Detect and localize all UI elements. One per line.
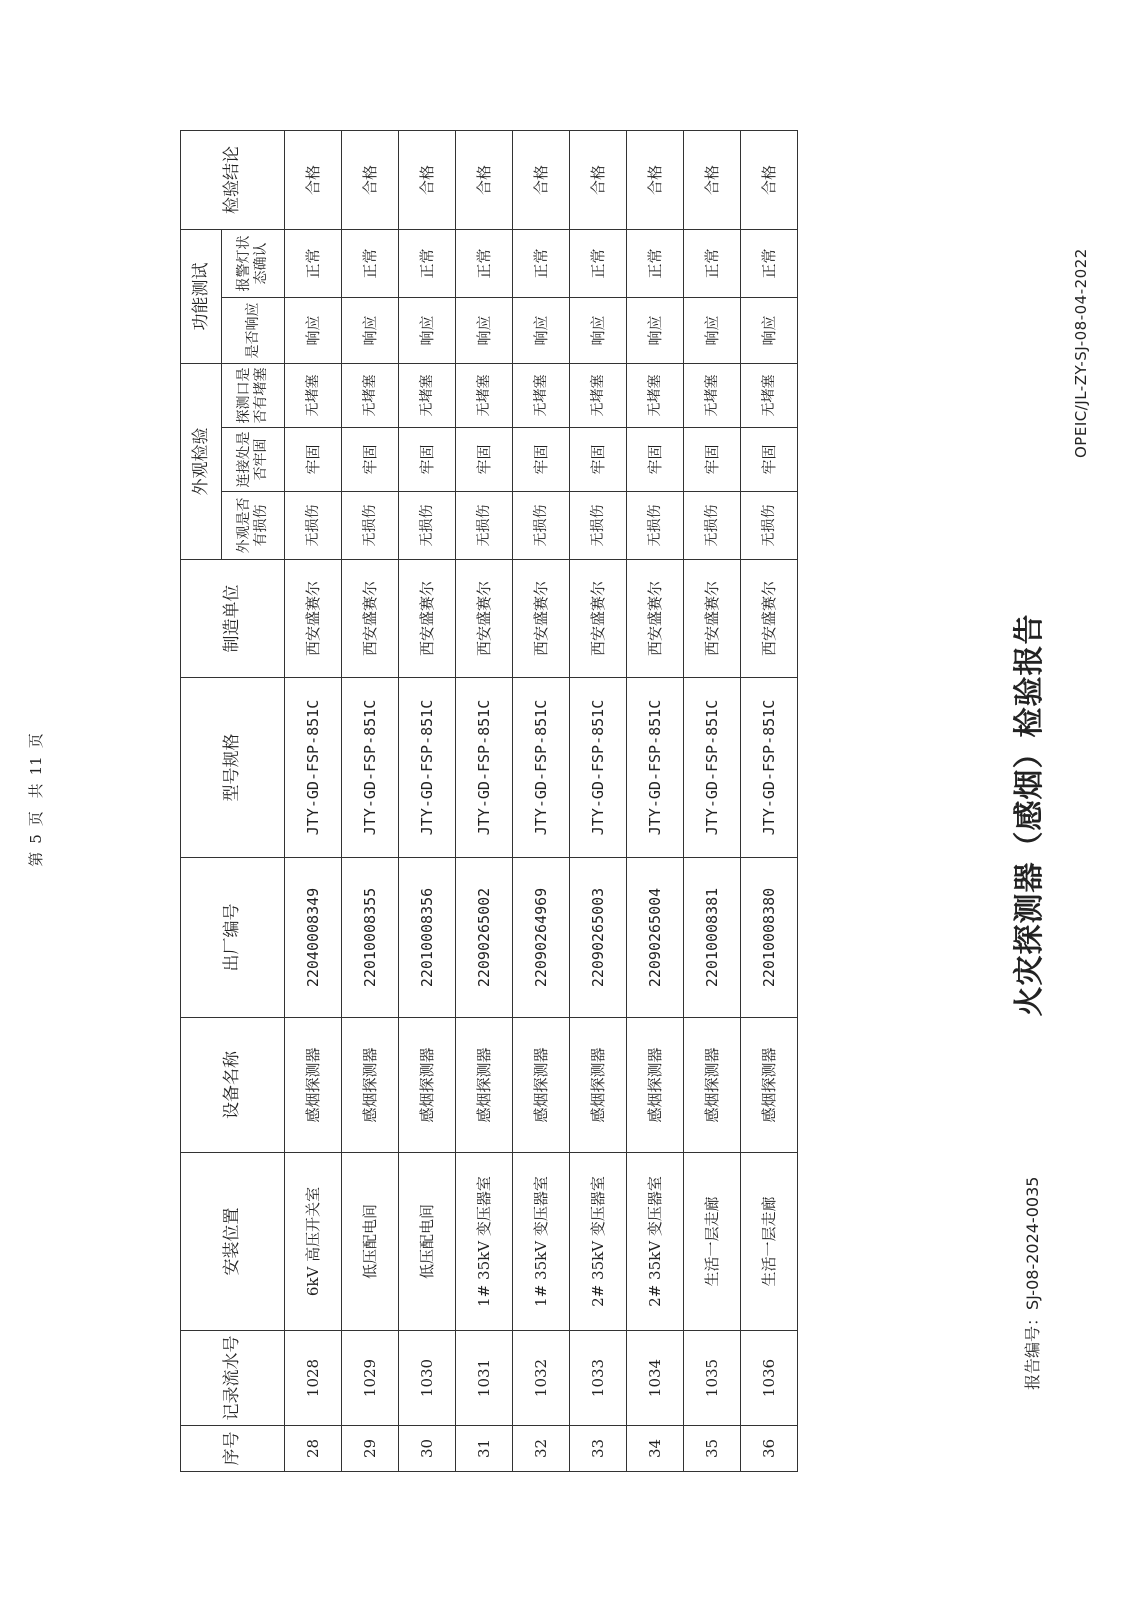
- cell-seq: 31: [456, 1426, 513, 1472]
- cell-record: 1034: [627, 1331, 684, 1426]
- cell-connection-firm: 牢固: [342, 428, 399, 492]
- page-footer: [25, 680, 46, 920]
- footer-total-number: 11: [27, 756, 45, 776]
- cell-appearance-damage: 无损伤: [741, 492, 798, 560]
- cell-location: 6kV 高压开关室: [285, 1153, 342, 1331]
- cell-connection-firm: 牢固: [456, 428, 513, 492]
- cell-response: 响应: [285, 297, 342, 363]
- report-number: 报告编号：SJ-08-2024-0035: [1023, 1176, 1042, 1390]
- cell-connection-firm: 牢固: [570, 428, 627, 492]
- cell-connection-firm: 牢固: [741, 428, 798, 492]
- footer-total-word: 页: [27, 733, 45, 749]
- cell-appearance-damage: 无损伤: [627, 492, 684, 560]
- cell-model: JTY-GD-FSP-851C: [342, 678, 399, 858]
- table-row: [684, 130, 741, 1471]
- cell-record: 1029: [342, 1331, 399, 1426]
- cell-serial: 22090265004: [627, 858, 684, 1018]
- cell-model: JTY-GD-FSP-851C: [684, 678, 741, 858]
- cell-device: 感烟探测器: [570, 1018, 627, 1153]
- cell-location: 2# 35kV 变压器室: [570, 1153, 627, 1331]
- footer-total-prefix: 共: [27, 783, 45, 799]
- cell-conclusion: 合格: [741, 130, 798, 229]
- header-alarm-light: 报警灯状态确认: [222, 229, 285, 297]
- cell-seq: 36: [741, 1426, 798, 1472]
- header-model: 型号规格: [181, 678, 285, 858]
- cell-alarm-light: 正常: [285, 229, 342, 297]
- cell-response: 响应: [513, 297, 570, 363]
- cell-port-blocked: 无堵塞: [684, 363, 741, 427]
- cell-alarm-light: 正常: [570, 229, 627, 297]
- cell-port-blocked: 无堵塞: [741, 363, 798, 427]
- cell-response: 响应: [741, 297, 798, 363]
- cell-device: 感烟探测器: [513, 1018, 570, 1153]
- cell-connection-firm: 牢固: [684, 428, 741, 492]
- cell-seq: 34: [627, 1426, 684, 1472]
- cell-device: 感烟探测器: [399, 1018, 456, 1153]
- cell-appearance-damage: 无损伤: [684, 492, 741, 560]
- cell-seq: 29: [342, 1426, 399, 1472]
- table-row: [741, 130, 798, 1471]
- cell-maker: 西安盛赛尔: [285, 560, 342, 678]
- cell-device: 感烟探测器: [627, 1018, 684, 1153]
- cell-port-blocked: 无堵塞: [456, 363, 513, 427]
- cell-serial: 22090265002: [456, 858, 513, 1018]
- cell-model: JTY-GD-FSP-851C: [513, 678, 570, 858]
- cell-serial: 22010008381: [684, 858, 741, 1018]
- table-row: [342, 130, 399, 1471]
- cell-appearance-damage: 无损伤: [399, 492, 456, 560]
- cell-maker: 西安盛赛尔: [627, 560, 684, 678]
- header-location: 安装位置: [181, 1153, 285, 1331]
- table-row: [456, 130, 513, 1471]
- cell-location: 低压配电间: [342, 1153, 399, 1331]
- cell-serial: 22010008380: [741, 858, 798, 1018]
- header-record-no: 记录流水号: [181, 1331, 285, 1426]
- header-port-blocked: 探测口是否有堵塞: [222, 363, 285, 427]
- cell-alarm-light: 正常: [399, 229, 456, 297]
- header-appearance-damage: 外观是否有损伤: [222, 492, 285, 560]
- table-row: [285, 130, 342, 1471]
- cell-model: JTY-GD-FSP-851C: [741, 678, 798, 858]
- table-row: [627, 130, 684, 1471]
- header-seq: 序号: [181, 1426, 285, 1472]
- cell-alarm-light: 正常: [741, 229, 798, 297]
- cell-response: 响应: [456, 297, 513, 363]
- cell-port-blocked: 无堵塞: [285, 363, 342, 427]
- header-function-group: 功能测试: [181, 229, 222, 363]
- cell-location: 1# 35kV 变压器室: [513, 1153, 570, 1331]
- cell-serial: 22010008355: [342, 858, 399, 1018]
- cell-connection-firm: 牢固: [627, 428, 684, 492]
- cell-maker: 西安盛赛尔: [513, 560, 570, 678]
- cell-alarm-light: 正常: [627, 229, 684, 297]
- cell-port-blocked: 无堵塞: [513, 363, 570, 427]
- cell-alarm-light: 正常: [456, 229, 513, 297]
- cell-connection-firm: 牢固: [513, 428, 570, 492]
- cell-alarm-light: 正常: [513, 229, 570, 297]
- cell-seq: 35: [684, 1426, 741, 1472]
- header-appearance-group: 外观检验: [181, 363, 222, 559]
- cell-seq: 28: [285, 1426, 342, 1472]
- cell-serial: 22040008349: [285, 858, 342, 1018]
- cell-alarm-light: 正常: [684, 229, 741, 297]
- page-title: 火灾探测器（感烟）检验报告: [1012, 613, 1047, 1017]
- cell-appearance-damage: 无损伤: [513, 492, 570, 560]
- footer-page-word: 页: [27, 811, 45, 827]
- cell-location: 1# 35kV 变压器室: [456, 1153, 513, 1331]
- footer-page-prefix: 第: [27, 851, 45, 867]
- cell-record: 1032: [513, 1331, 570, 1426]
- cell-conclusion: 合格: [684, 130, 741, 229]
- cell-record: 1036: [741, 1331, 798, 1426]
- table-row: [399, 130, 456, 1471]
- table-row: [513, 130, 570, 1471]
- cell-conclusion: 合格: [342, 130, 399, 229]
- cell-response: 响应: [342, 297, 399, 363]
- cell-seq: 30: [399, 1426, 456, 1472]
- cell-port-blocked: 无堵塞: [342, 363, 399, 427]
- footer-page-number: 5: [27, 834, 45, 844]
- document-code: OPEIC/JL-ZY-SJ-08-04-2022: [1072, 248, 1090, 458]
- cell-appearance-damage: 无损伤: [342, 492, 399, 560]
- cell-port-blocked: 无堵塞: [570, 363, 627, 427]
- cell-record: 1030: [399, 1331, 456, 1426]
- cell-conclusion: 合格: [513, 130, 570, 229]
- cell-port-blocked: 无堵塞: [399, 363, 456, 427]
- cell-maker: 西安盛赛尔: [342, 560, 399, 678]
- cell-device: 感烟探测器: [342, 1018, 399, 1153]
- cell-model: JTY-GD-FSP-851C: [399, 678, 456, 858]
- cell-model: JTY-GD-FSP-851C: [570, 678, 627, 858]
- cell-conclusion: 合格: [285, 130, 342, 229]
- header-serial: 出厂编号: [181, 858, 285, 1018]
- header-device-name: 设备名称: [181, 1018, 285, 1153]
- cell-connection-firm: 牢固: [399, 428, 456, 492]
- cell-response: 响应: [684, 297, 741, 363]
- inspection-table: [180, 130, 798, 1472]
- cell-appearance-damage: 无损伤: [285, 492, 342, 560]
- cell-record: 1028: [285, 1331, 342, 1426]
- cell-seq: 32: [513, 1426, 570, 1472]
- cell-serial: 22010008356: [399, 858, 456, 1018]
- cell-conclusion: 合格: [399, 130, 456, 229]
- header-row-1: [181, 130, 222, 1471]
- cell-conclusion: 合格: [570, 130, 627, 229]
- cell-model: JTY-GD-FSP-851C: [285, 678, 342, 858]
- cell-device: 感烟探测器: [684, 1018, 741, 1153]
- cell-record: 1033: [570, 1331, 627, 1426]
- cell-serial: 22090264969: [513, 858, 570, 1018]
- cell-device: 感烟探测器: [741, 1018, 798, 1153]
- cell-response: 响应: [627, 297, 684, 363]
- cell-location: 低压配电间: [399, 1153, 456, 1331]
- cell-record: 1035: [684, 1331, 741, 1426]
- cell-record: 1031: [456, 1331, 513, 1426]
- cell-alarm-light: 正常: [342, 229, 399, 297]
- cell-appearance-damage: 无损伤: [570, 492, 627, 560]
- header-connection-firm: 连接处是否牢固: [222, 428, 285, 492]
- cell-conclusion: 合格: [456, 130, 513, 229]
- cell-maker: 西安盛赛尔: [456, 560, 513, 678]
- cell-response: 响应: [399, 297, 456, 363]
- cell-connection-firm: 牢固: [285, 428, 342, 492]
- cell-serial: 22090265003: [570, 858, 627, 1018]
- cell-appearance-damage: 无损伤: [456, 492, 513, 560]
- cell-maker: 西安盛赛尔: [741, 560, 798, 678]
- header-conclusion: 检验结论: [181, 130, 285, 229]
- cell-device: 感烟探测器: [456, 1018, 513, 1153]
- cell-maker: 西安盛赛尔: [399, 560, 456, 678]
- cell-conclusion: 合格: [627, 130, 684, 229]
- cell-location: 2# 35kV 变压器室: [627, 1153, 684, 1331]
- cell-response: 响应: [570, 297, 627, 363]
- cell-location: 生活一层走廊: [741, 1153, 798, 1331]
- cell-model: JTY-GD-FSP-851C: [627, 678, 684, 858]
- cell-location: 生活一层走廊: [684, 1153, 741, 1331]
- cell-device: 感烟探测器: [285, 1018, 342, 1153]
- cell-port-blocked: 无堵塞: [627, 363, 684, 427]
- cell-maker: 西安盛赛尔: [684, 560, 741, 678]
- table-row: [570, 130, 627, 1471]
- cell-maker: 西安盛赛尔: [570, 560, 627, 678]
- header-maker: 制造单位: [181, 560, 285, 678]
- cell-model: JTY-GD-FSP-851C: [456, 678, 513, 858]
- header-response: 是否响应: [222, 297, 285, 363]
- cell-seq: 33: [570, 1426, 627, 1472]
